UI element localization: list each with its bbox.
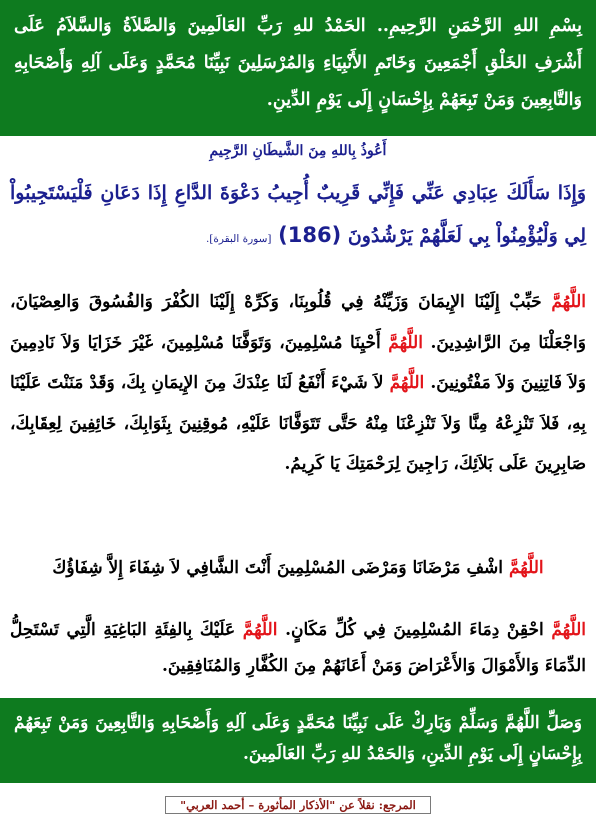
allahumma-label: اللَّهُمَّ [508,558,544,578]
allahumma-label: اللَّهُمَّ [389,373,425,393]
isti3adha-heading: أَعُوذُ بِاللهِ مِنَ الشَّيطَانِ الرَّجِيمِ [209,143,387,159]
dua-text: اشْفِ مَرْضَانَا وَمَرْضَى المُسْلِمِينَ أَنْتَ الشَّافِي لاَ شِفَاءَ إِلاَّ شِفَاؤُكَ [52,558,504,578]
allahumma-label: اللَّهُمَّ [388,332,423,353]
dua-paragraph-1 [10,282,586,485]
dua-text: عَلَيْكَ بِالفِئَةِ البَاغِيَةِ الَّتِي تَسْتَحِلُّ الدِّمَاءَ وَالأَمْوَالَ وَالأَعْرَاضَ وَمَنْ أَعَانَهُمْ مِنَ الكُفَّارِ وَالمُنَافِقِينَ. [10,620,586,676]
dua-text: احْقِنْ دِمَاءَ المُسْلِمِينَ فِي كُلِّ مَكَانٍ. [285,620,544,640]
opening-panel [0,0,596,136]
surah-reference: [سورة البقرة]. [205,233,272,245]
allahumma-label: اللَّهُمَّ [551,292,586,312]
dua-text: أَحْيِنَا مُسْلِمِينَ، وَتَوَفَّنَا مُسْلِمِينَ، غَيْرَ خَزَايَا وَلاَ نَادِمِينَ وَلاَ فَاتِنِينَ وَلاَ مَفْتُونِينَ. [10,332,587,393]
verse-text: وَإِذَا سَأَلَكَ عِبَادِي عَنِّي فَإِنِّي قَرِيبٌ أُجِيبُ دَعْوَةَ الدَّاعِ إِذَا دَعَانِ فَلْيَسْتَجِيبُواْ لِي وَلْيُؤْمِنُواْ بِي لَعَلَّهُمْ يَرْشُدُونَ [10,182,586,247]
quran-verse [10,172,586,260]
reference-text: المرجع: نقلاً عن "الأذكار المأثورة – أحمد العربي" [165,796,431,814]
dua-text: لاَ شَيْءَ أَنْفَعُ لَنَا عِنْدَكَ مِنَ الإِيمَانِ بِكَ، وَقَدْ مَنَنْتَ عَلَيْنَا بِهِ، فَلاَ تَنْزِعْهُ مِنَّا وَلاَ تَنْزِعْنَا مِنْهُ حَتَّى تَتَوَفَّانَا عَلَيْهِ، مُوقِنِينَ بِثَوَابِكَ، خَائِفِينَ لِعِقَابِكَ، صَابِرِينَ عَلَى بَلاَئِكَ، رَاجِينَ لِرَحْمَتِكَ يَا كَرِيمُ. [10,373,586,474]
dua-paragraph-3 [10,612,586,684]
opening-text: بِسْمِ اللهِ الرَّحْمَنِ الرَّحِيمِ.. الحَمْدُ للهِ رَبِّ العَالَمِينَ وَالصَّلاَةُ وَالسَّلاَمُ عَلَى أَشْرَفِ الخَلْقِ أَجْمَعِينَ وَخَاتَمِ الأَنْبِيَاءِ وَالمُرْسَلِينَ نَبِيِّنَا مُحَمَّدٍ وَعَلَى آلِهِ وَأَصْحَابِهِ وَالتَّابِعِينَ وَمَنْ تَبِعَهُمْ بِإِحْسَانٍ إِلَى يَوْمِ الدِّينِ. [14,16,582,110]
verse-number: (186) [278,223,342,247]
allahumma-label: اللَّهُمَّ [242,620,278,640]
dua-paragraph-2 [10,552,586,584]
closing-panel [0,698,596,783]
closing-text: وَصَلِّ اللَّهُمَّ وَسَلِّمْ وَبَارِكْ عَلَى نَبِيِّنَا مُحَمَّدٍ وَعَلَى آلِهِ وَأَصْحَابِهِ وَالتَّابِعِينَ وَمَنْ تَبِعَهُمْ بِإِحْسَانٍ إِلَى يَوْمِ الدِّينِ، وَالحَمْدُ للهِ رَبِّ العَالَمِينَ. [14,713,582,764]
allahumma-label: اللَّهُمَّ [551,620,587,640]
dua-text: حَبِّبْ إِلَيْنَا الإِيمَانَ وَزَيِّنْهُ فِي قُلُوبِنَا، وَكَرِّهْ إِلَيْنَا الكُفْرَ وَالفُسُوقَ وَالعِصْيَانَ، وَاجْعَلْنَا مِنَ الرَّاشِدِينَ. [10,292,586,353]
reference-note [0,796,596,814]
